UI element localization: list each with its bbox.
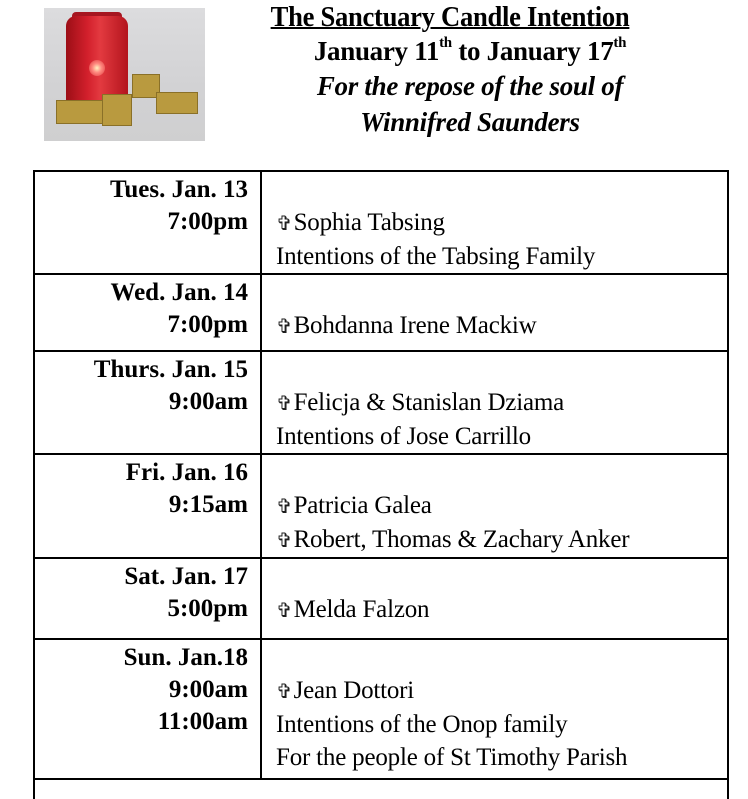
mass-schedule-table <box>33 170 729 799</box>
intention-line <box>276 741 727 774</box>
intention-text: Intentions of the Tabsing Family <box>276 243 596 270</box>
schedule-intentions <box>261 351 728 454</box>
subtitle-line-2: Winnifred Saunders <box>360 107 580 137</box>
intention-text: Felicja & Stanislan Dziama <box>293 389 564 416</box>
cross-icon: ✞ <box>276 314 293 338</box>
schedule-time: 7:00pm <box>167 311 248 338</box>
intention-text: Jean Dottori <box>293 677 415 704</box>
schedule-day: Thurs. Jan. 15 <box>93 356 248 383</box>
candle-bracket <box>56 100 106 124</box>
intention-text: Robert, Thomas & Zachary Anker <box>293 526 630 553</box>
schedule-intentions <box>261 274 728 351</box>
schedule-row <box>34 274 728 351</box>
date-range <box>255 34 685 68</box>
intention-line <box>276 386 727 420</box>
schedule-row <box>34 639 728 779</box>
cross-icon: ✞ <box>276 598 293 622</box>
schedule-day-time <box>34 274 261 351</box>
schedule-day-time <box>34 351 261 454</box>
schedule-day: Sun. Jan.18 <box>123 644 248 671</box>
intention-line <box>276 593 727 627</box>
page-title: The Sanctuary Candle Intention <box>270 2 630 33</box>
date-start-suffix: th <box>439 35 452 51</box>
candle-bracket <box>156 92 198 114</box>
intention-line <box>276 206 727 240</box>
cross-icon: ✞ <box>276 528 293 552</box>
intention-text: Sophia Tabsing <box>293 209 445 236</box>
date-end-suffix: th <box>613 35 627 51</box>
subtitle-line-1: For the repose of the soul of <box>316 71 624 101</box>
page-header <box>215 2 685 140</box>
intention-text: Patricia Galea <box>293 492 432 519</box>
date-start: January 11 <box>313 36 440 66</box>
intention-line <box>276 708 727 741</box>
schedule-day: Wed. Jan. 14 <box>110 279 248 306</box>
schedule-row <box>34 351 728 454</box>
candle-flame <box>89 60 105 76</box>
schedule-day-time <box>34 639 261 779</box>
intention-text: Intentions of Jose Carrillo <box>276 423 531 450</box>
sanctuary-candle-image <box>44 8 205 141</box>
intention-line <box>276 420 727 453</box>
cross-icon: ✞ <box>276 494 293 518</box>
schedule-day: Sat. Jan. 17 <box>124 563 248 590</box>
cross-icon: ✞ <box>276 211 293 235</box>
cross-icon: ✞ <box>276 679 293 703</box>
schedule-row <box>34 558 728 639</box>
schedule-day-time <box>34 558 261 639</box>
schedule-intentions <box>261 558 728 639</box>
schedule-intentions <box>261 454 728 558</box>
schedule-time: 11:00am <box>157 708 248 735</box>
intention-text: Intentions of the Onop family <box>276 711 568 738</box>
schedule-day-time <box>34 454 261 558</box>
intention-text: Bohdanna Irene Mackiw <box>293 312 537 339</box>
schedule-time: 9:00am <box>168 676 248 703</box>
schedule-day: Tues. Jan. 13 <box>109 176 248 203</box>
schedule-row-partial <box>34 779 728 799</box>
intention-line <box>276 674 727 708</box>
schedule-intentions <box>261 171 728 274</box>
schedule-row-continuation <box>34 779 728 799</box>
intention-text: For the people of St Timothy Parish <box>276 744 628 771</box>
intention-text: Melda Falzon <box>293 596 430 623</box>
cross-icon: ✞ <box>276 391 293 415</box>
schedule-day: Fri. Jan. 16 <box>125 459 248 486</box>
schedule-time: 5:00pm <box>167 595 248 622</box>
intention-line <box>276 523 727 557</box>
date-end: to January 17 <box>458 36 614 66</box>
intention-line <box>276 240 727 273</box>
intention-line <box>276 489 727 523</box>
candle-bracket <box>102 94 132 126</box>
schedule-time: 9:00am <box>168 388 248 415</box>
schedule-time: 7:00pm <box>167 208 248 235</box>
schedule-intentions <box>261 639 728 779</box>
intention-line <box>276 309 727 343</box>
schedule-row <box>34 171 728 274</box>
schedule-row <box>34 454 728 558</box>
schedule-day-time <box>34 171 261 274</box>
schedule-time: 9:15am <box>168 491 248 518</box>
